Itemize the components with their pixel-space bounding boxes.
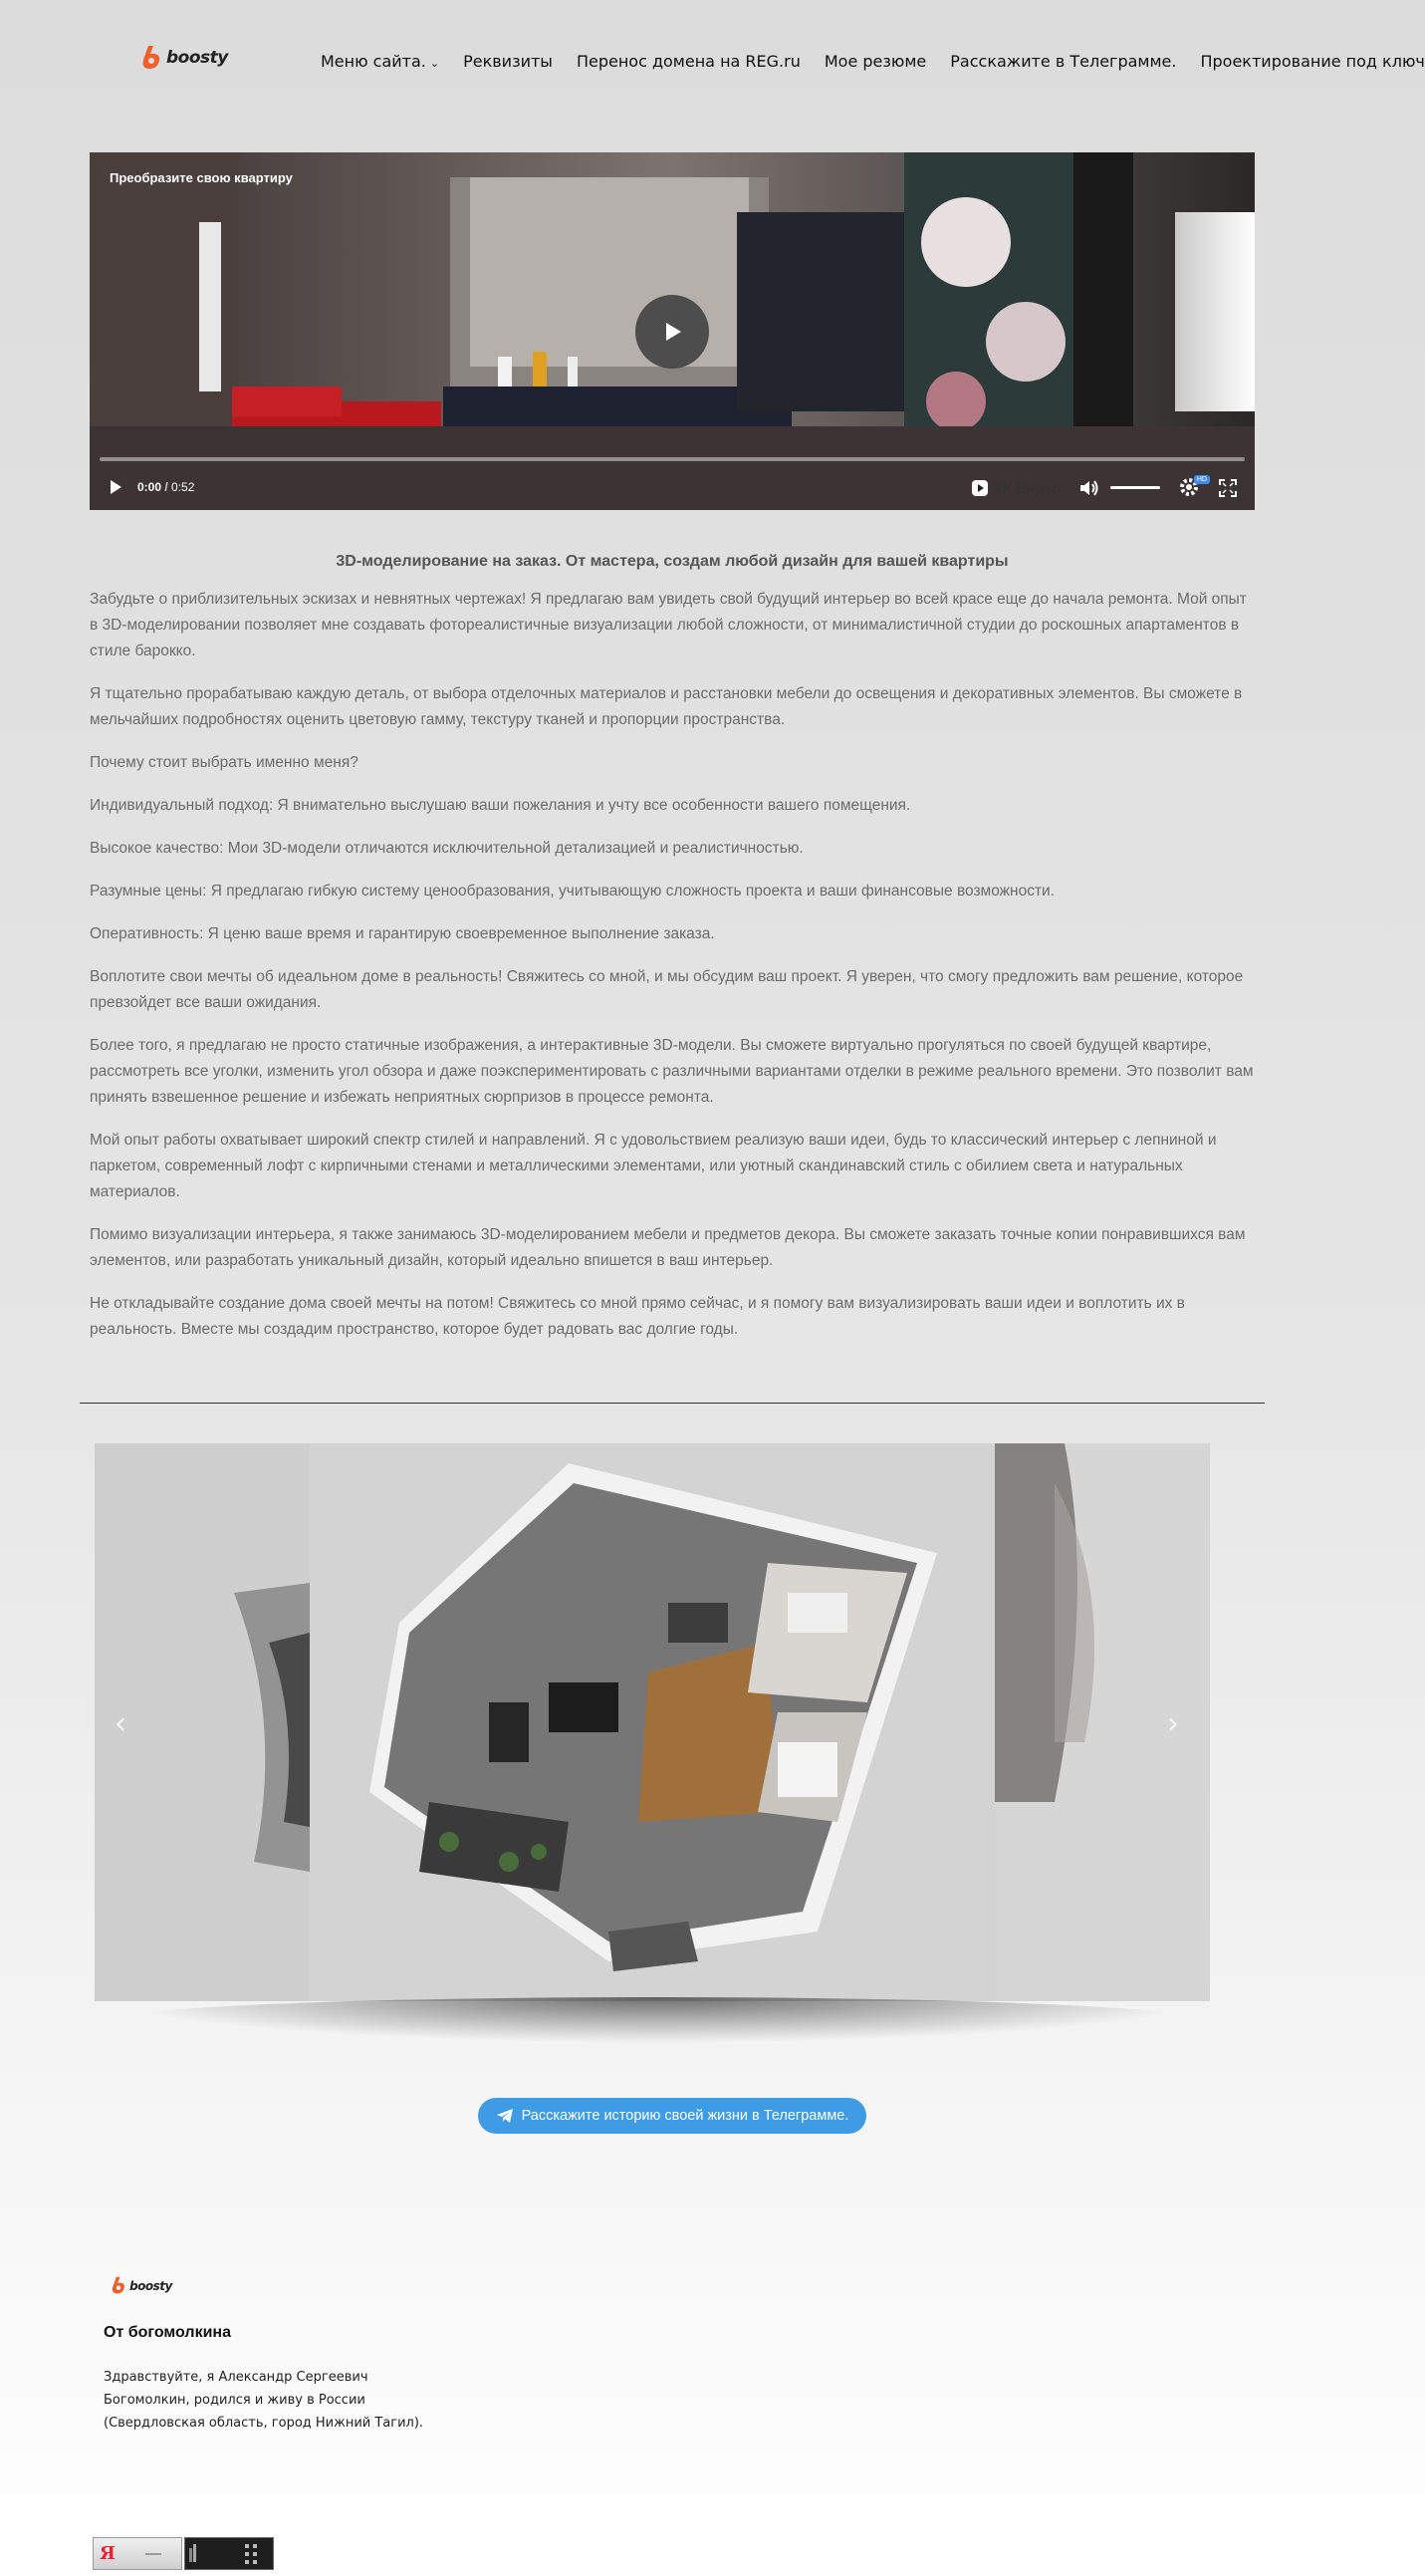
- nav-item-label: Меню сайта.: [321, 52, 426, 71]
- slider-shadow: [119, 1997, 1195, 2042]
- slider-next-button[interactable]: ›: [1167, 1706, 1179, 1741]
- article-paragraph: Почему стоит выбрать именно меня?: [90, 754, 358, 771]
- article: [90, 553, 1255, 1360]
- fullscreen-icon[interactable]: [1219, 479, 1237, 497]
- chevron-down-icon: ⌄: [429, 57, 440, 70]
- liveinternet-counter[interactable]: [184, 2537, 274, 2570]
- article-paragraph: Высокое качество: Мои 3D-модели отличаются исключительной детализацией и реалистичностью.: [90, 840, 804, 857]
- article-paragraph: Не откладывайте создание дома своей мечты на потом! Свяжитесь со мной прямо сейчас, и я помогу вам визуализировать ваши идеи и воплотить их в реальность. Вместе мы создадим пространство, которое будет радовать вас долгие годы.: [90, 1295, 1185, 1338]
- yandex-metrika-counter[interactable]: [93, 2537, 182, 2570]
- apartment-3d-floorplan-image: [310, 1443, 995, 2001]
- nav-item-turnkey-design[interactable]: Проектирование под ключ: [1200, 52, 1425, 71]
- play-button[interactable]: [635, 295, 709, 369]
- article-paragraph: Мой опыт работы охватывает широкий спектр стилей и направлений. Я с удовольствием реализую ваши идеи, будь то классический интерьер с лепниной и паркетом, современный лофт с кирпичными стенами и металлическими элементами, или уютный скандинавский стиль с обилием света и натуральных материалов.: [90, 1132, 1217, 1200]
- footer-title: От богомолкина: [104, 2324, 231, 2341]
- play-icon: [659, 319, 685, 345]
- counter-dash: —: [144, 2544, 161, 2562]
- article-paragraph: Разумные цены: Я предлагаю гибкую систему ценообразования, учитывающую сложность проекта и ваши финансовые возможности.: [90, 883, 1056, 900]
- video-player[interactable]: [90, 152, 1255, 510]
- article-paragraph: Я тщательно прорабатываю каждую деталь, от выбора отделочных материалов и расстановки мебели до освещения и декоративных элементов. Вы сможете в мельчайших подробностях оценить цветовую гамму, текстуру тканей и пропорции пространства.: [90, 685, 1243, 728]
- article-paragraph: Индивидуальный подход: Я внимательно выслушаю ваши пожелания и учту все особенности вашего помещения.: [90, 797, 911, 814]
- play-icon[interactable]: [108, 479, 123, 495]
- article-paragraph: Воплотите свои мечты об идеальном доме в реальность! Свяжитесь со мной, и мы обсудим ваш проект. Я уверен, что смогу предложить вам решение, которое превзойдет все ваши ожидания.: [90, 968, 1244, 1011]
- yandex-logo-icon: Я: [100, 2543, 116, 2564]
- article-paragraph: Помимо визуализации интерьера, я также занимаюсь 3D-моделированием мебели и предметов декора. Вы сможете заказать точные копии понравившихся вам элементов, или разработать уникальный дизайн, который идеально впишется в ваш интерьер.: [90, 1226, 1246, 1269]
- article-paragraph: Забудьте о приблизительных эскизах и невнятных чертежах! Я предлагаю вам увидеть свой будущий интерьер во всей красе еще до начала ремонта. Мой опыт в 3D-моделировании позволяет мне создавать фотореалистичные визуализации любой сложности, от минималистичной студии до роскошных апартаментов в стиле барокко.: [90, 591, 1247, 659]
- current-time: 0:00: [137, 480, 162, 494]
- nav-item-domain-transfer[interactable]: Перенос домена на REG.ru: [576, 52, 801, 71]
- slide-active[interactable]: [310, 1443, 995, 2001]
- vk-video-label: VK Видео: [993, 480, 1061, 496]
- volume-icon[interactable]: [1078, 478, 1100, 498]
- time-separator: /: [161, 480, 172, 494]
- telegram-cta-label: Расскажите историю своей жизни в Телеграмме.: [521, 2108, 849, 2124]
- slide-previous-preview[interactable]: [95, 1443, 310, 2001]
- nav-item-telegram[interactable]: Расскажите в Телеграмме.: [950, 52, 1177, 71]
- footer-logo[interactable]: [111, 2276, 172, 2295]
- slider-prev-button[interactable]: ‹: [115, 1706, 126, 1741]
- video-progress-bar[interactable]: [100, 457, 1245, 461]
- nav-item-site-menu[interactable]: [321, 52, 439, 71]
- slide-previous-image: [95, 1443, 310, 2001]
- site-logo[interactable]: [140, 45, 228, 71]
- volume-slider[interactable]: [1110, 486, 1160, 489]
- video-time: [137, 480, 194, 494]
- duration: 0:52: [171, 480, 195, 494]
- footer-about-text: Здравствуйте, я Александр Сергеевич Богомолкин, родился и живу в России (Свердловская область, город Нижний Тагил).: [104, 2370, 424, 2431]
- article-paragraph: Более того, я предлагаю не просто статичные изображения, а интерактивные 3D-модели. Вы сможете виртуально прогуляться по своей будущей квартире, рассмотреть все уголки, изменить угол обзора и даже поэкспериментировать с различными вариантами отделки в режиме реального времени. Это позволит вам принять взвешенное решение и избежать неприятных сюрпризов в процессе ремонта.: [90, 1037, 1254, 1106]
- boosty-logo-icon: [111, 2276, 126, 2295]
- video-title: Преобразите свою квартиру: [110, 170, 293, 185]
- section-divider: [80, 1403, 1265, 1404]
- counter-graph-icon: [185, 2538, 273, 2569]
- article-paragraph: Оперативность: Я ценю ваше время и гарантирую своевременное выполнение заказа.: [90, 925, 715, 942]
- nav-item-requisites[interactable]: Реквизиты: [463, 52, 553, 71]
- vk-video-icon: [971, 479, 989, 497]
- telegram-cta-button[interactable]: [478, 2098, 866, 2134]
- telegram-icon: [496, 2108, 514, 2124]
- quality-badge: HD: [1194, 475, 1210, 484]
- logo-text: boosty: [166, 48, 228, 68]
- article-heading: 3D-моделирование на заказ. От мастера, создам любой дизайн для вашей квартиры: [336, 553, 1009, 570]
- main-nav: [321, 52, 1425, 71]
- nav-item-resume[interactable]: Мое резюме: [824, 52, 927, 71]
- boosty-logo-icon: [140, 45, 162, 71]
- vk-video-brand[interactable]: [971, 479, 1061, 497]
- logo-text: boosty: [129, 2278, 172, 2293]
- site-header: [0, 0, 1425, 125]
